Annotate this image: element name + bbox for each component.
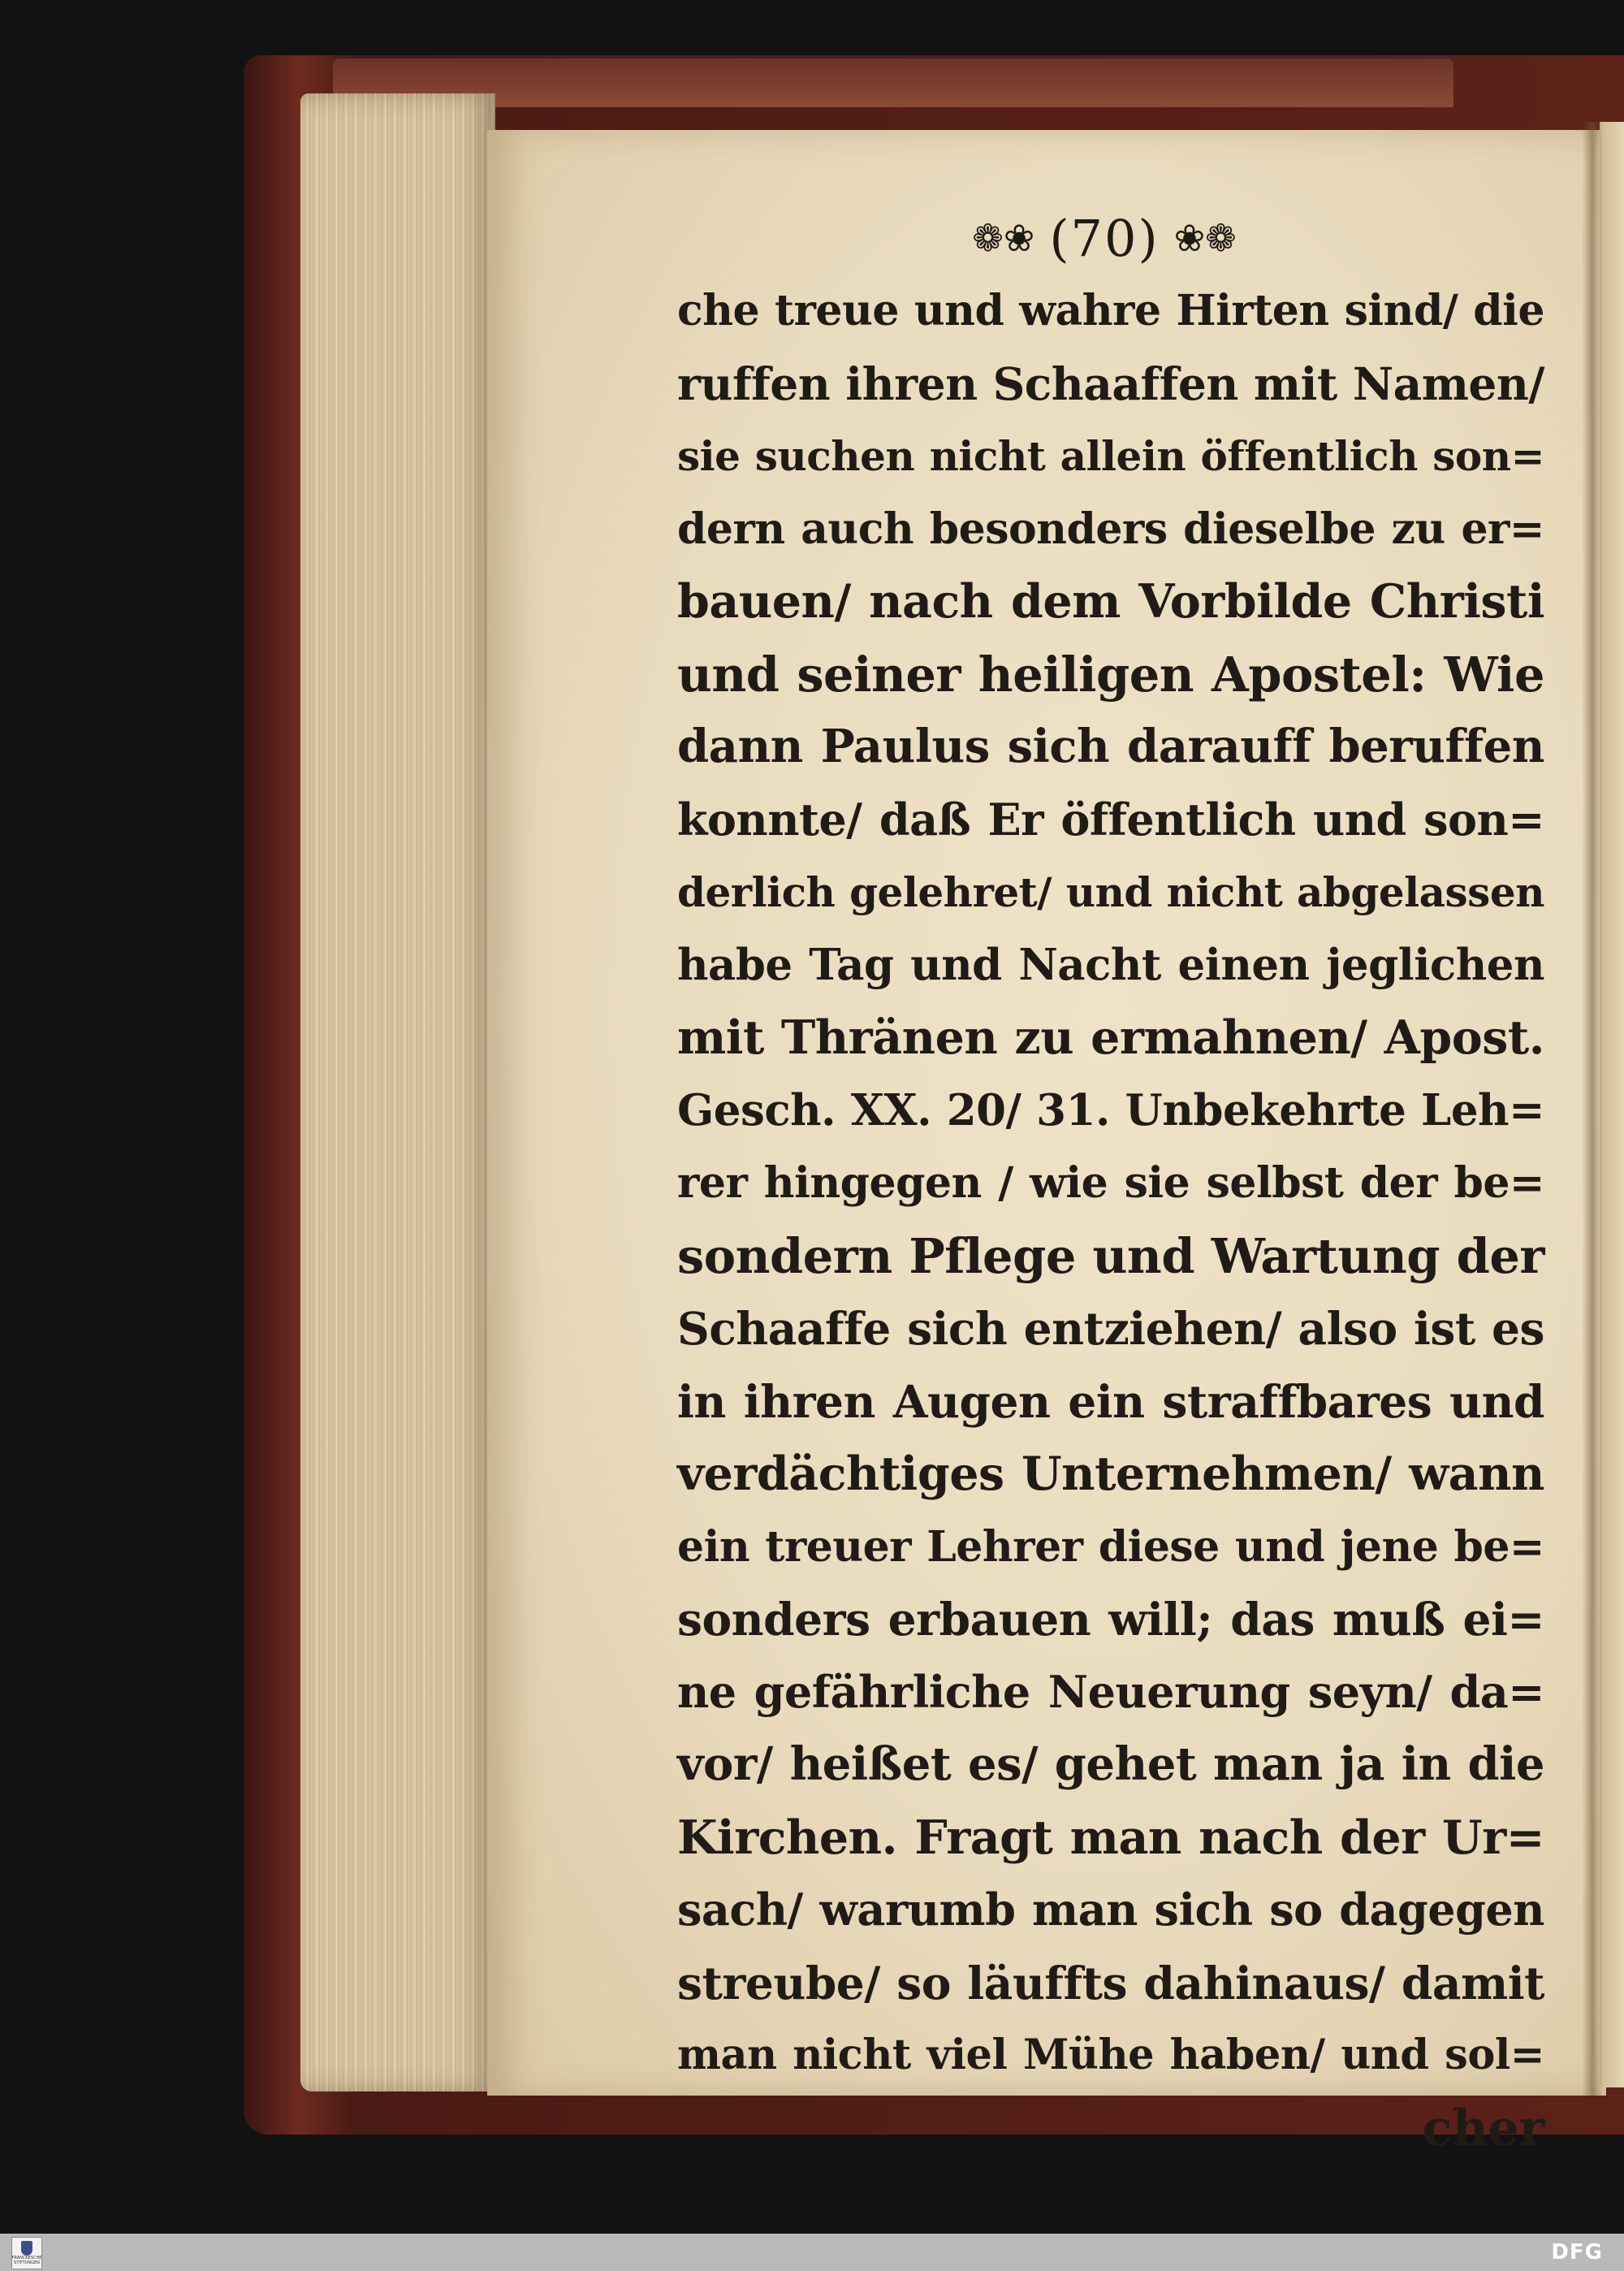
text-line: sie suchen nicht allein öffentlich son= <box>677 432 1544 480</box>
text-line: derlich gelehret/ und nicht abgelassen <box>677 868 1544 916</box>
text-line: ein treuer Lehrer diese und jene be= <box>677 1521 1544 1572</box>
text-line: verdächtiges Unternehmen/ wann <box>677 1447 1544 1501</box>
page-number: (70) <box>1049 208 1160 268</box>
catchword: cher <box>1422 2099 1544 2157</box>
text-line: dann Paulus sich darauff beruffen <box>677 720 1544 773</box>
viewer-footer <box>0 2234 1624 2271</box>
facing-page-edge <box>1600 122 1624 2087</box>
ornament-left-icon: ❁❀ <box>972 216 1035 260</box>
text-line: man nicht viel Mühe haben/ und sol= <box>677 2031 1544 2079</box>
logo-mark <box>21 2241 32 2256</box>
text-line: Gesch. XX. 20/ 31. Unbekehrte Leh= <box>677 1084 1544 1136</box>
text-line: ne gefährliche Neuerung seyn/ da= <box>677 1665 1544 1718</box>
body-text <box>677 275 1544 2165</box>
text-line: Kirchen. Fragt man nach der Ur= <box>677 1810 1544 1865</box>
text-line: ruffen ihren Schaaffen mit Namen/ <box>677 357 1544 410</box>
text-line: sonders erbauen will; das muß ei= <box>677 1593 1544 1646</box>
text-line: rer hingegen / wie sie selbst der be= <box>677 1158 1544 1208</box>
page-gutter <box>1582 122 1603 2096</box>
text-line: Schaaffe sich entziehen/ also ist es <box>677 1302 1544 1355</box>
text-line: che treue und wahre Hirten sind/ die <box>677 286 1544 335</box>
text-line: mit Thränen zu ermahnen/ Apost. <box>677 1010 1544 1065</box>
text-line: konnte/ daß Er öffentlich und son= <box>677 793 1544 846</box>
library-logo-text: FRANCKESCHE STIFTUNGEN <box>11 2256 42 2265</box>
text-line: sondern Pflege und Wartung der <box>677 1227 1544 1284</box>
page-edges <box>300 93 495 2091</box>
text-line: habe Tag und Nacht einen jeglichen <box>677 939 1544 990</box>
text-line: in ihren Augen ein straffbares und <box>677 1374 1544 1428</box>
text-line: bauen/ nach dem Vorbilde Christi <box>677 574 1544 629</box>
dfg-logo: DFG <box>1551 2240 1603 2265</box>
book-cover-top-edge <box>333 58 1453 107</box>
text-line: dern auch besonders dieselbe zu er= <box>677 504 1544 554</box>
library-logo-icon <box>11 2237 42 2269</box>
text-line: vor/ heißet es/ gehet man ja in die <box>677 1737 1544 1791</box>
text-line: sach/ warumb man sich so dagegen <box>677 1884 1544 1936</box>
text-line: streube/ so läuffts dahinaus/ damit <box>677 1956 1544 2009</box>
ornament-right-icon: ❀❁ <box>1173 216 1237 260</box>
text-line: und seiner heiligen Apostel: Wie <box>677 646 1544 703</box>
page-headline <box>918 201 1291 275</box>
